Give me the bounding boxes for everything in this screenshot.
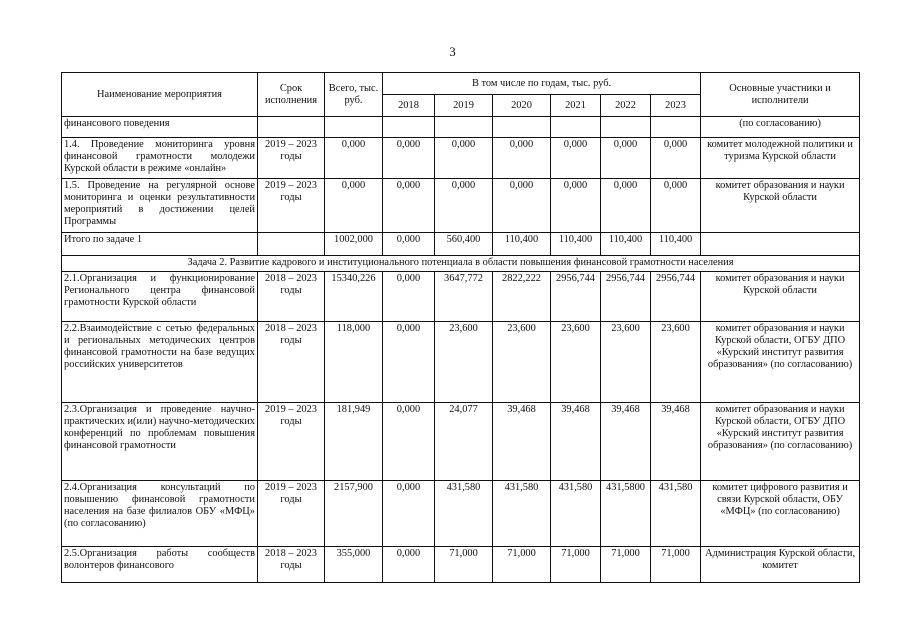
year-amount: 23,600 (651, 322, 701, 403)
total-amount: 0,000 (325, 179, 383, 233)
year-amount: 39,468 (551, 403, 601, 481)
table-row (62, 272, 860, 322)
year-amount: 0,000 (383, 403, 435, 481)
table-row (62, 138, 860, 179)
year-amount: 39,468 (651, 403, 701, 481)
year-amount: 2956,744 (551, 272, 601, 322)
year-amount: 0,000 (493, 179, 551, 233)
year-amount: 110,400 (551, 233, 601, 256)
header-year: 2019 (435, 95, 493, 117)
total-amount: 0,000 (325, 138, 383, 179)
year-amount: 24,077 (435, 403, 493, 481)
year-amount: 71,000 (551, 547, 601, 583)
year-amount: 431,5800 (601, 481, 651, 547)
term: 2018 – 2023 годы (258, 322, 325, 403)
table-row (62, 117, 860, 138)
total-label: Итого по задаче 1 (62, 233, 258, 256)
total-amount: 355,000 (325, 547, 383, 583)
year-amount: 0,000 (435, 138, 493, 179)
year-amount: 0,000 (383, 233, 435, 256)
year-amount: 2956,744 (651, 272, 701, 322)
activity-name: финансового поведения (62, 117, 258, 138)
year-amount: 110,400 (651, 233, 701, 256)
task-title: Задача 2. Развитие кадрового и институционального потенциала в области повышения финансовой грамотности населения (62, 256, 860, 272)
header-year: 2023 (651, 95, 701, 117)
year-amount: 0,000 (493, 138, 551, 179)
year-amount: 0,000 (651, 179, 701, 233)
total-amount: 181,949 (325, 403, 383, 481)
header-participants: Основные участники и исполнители (701, 73, 860, 117)
activity-name: 2.2.Взаимодействие с сетью федеральных и региональных методических центров финансовой грамотности на базе ведущих российских университетов (62, 322, 258, 403)
year-amount: 0,000 (383, 547, 435, 583)
program-activities-table (61, 72, 860, 583)
term: 2019 – 2023 годы (258, 481, 325, 547)
term: 2019 – 2023 годы (258, 179, 325, 233)
total-amount: 2157,900 (325, 481, 383, 547)
year-amount: 0,000 (551, 179, 601, 233)
term: 2018 – 2023 годы (258, 272, 325, 322)
participants: комитет цифрового развития и связи Курской области, ОБУ «МФЦ» (по согласованию) (701, 481, 860, 547)
year-amount: 0,000 (435, 179, 493, 233)
year-amount: 23,600 (435, 322, 493, 403)
term: 2019 – 2023 годы (258, 138, 325, 179)
header-year: 2022 (601, 95, 651, 117)
year-amount: 23,600 (601, 322, 651, 403)
year-amount: 431,580 (493, 481, 551, 547)
year-amount: 110,400 (493, 233, 551, 256)
year-amount: 39,468 (493, 403, 551, 481)
header-term: Срок исполнения (258, 73, 325, 117)
year-amount: 23,600 (493, 322, 551, 403)
year-amount: 0,000 (383, 138, 435, 179)
year-amount: 2822,222 (493, 272, 551, 322)
table-row (62, 403, 860, 481)
activity-name: 1.5. Проведение на регулярной основе мониторинга и оценки результативности мероприятий в достижении целей Программы (62, 179, 258, 233)
activity-name: 1.4. Проведение мониторинга уровня финансовой грамотности молодежи Курской области в режиме «онлайн» (62, 138, 258, 179)
table-row (62, 322, 860, 403)
header-year: 2020 (493, 95, 551, 117)
year-amount: 0,000 (651, 138, 701, 179)
participants: Администрация Курской области, комитет (701, 547, 860, 583)
year-amount: 0,000 (383, 481, 435, 547)
year-amount: 431,580 (551, 481, 601, 547)
year-amount: 39,468 (601, 403, 651, 481)
participants: (по согласованию) (701, 117, 860, 138)
header-total: Всего, тыс. руб. (325, 73, 383, 117)
term: 2019 – 2023 годы (258, 403, 325, 481)
year-amount: 0,000 (601, 138, 651, 179)
participants: комитет образования и науки Курской области (701, 272, 860, 322)
table-row (62, 547, 860, 583)
activity-name: 2.1.Организация и функционирование Регионального центра финансовой грамотности Курской области (62, 272, 258, 322)
participants: комитет образования и науки Курской области, ОГБУ ДПО «Курский институт развития образования» (по согласованию) (701, 403, 860, 481)
year-amount: 2956,744 (601, 272, 651, 322)
year-amount: 71,000 (493, 547, 551, 583)
year-amount: 0,000 (383, 322, 435, 403)
year-amount: 71,000 (651, 547, 701, 583)
table-row (62, 481, 860, 547)
year-amount: 431,580 (651, 481, 701, 547)
total-amount: 118,000 (325, 322, 383, 403)
year-amount: 71,000 (601, 547, 651, 583)
year-amount: 3647,772 (435, 272, 493, 322)
year-amount: 71,000 (435, 547, 493, 583)
header-year: 2018 (383, 95, 435, 117)
activity-name: 2.4.Организация консультаций по повышению финансовой грамотности населения на базе филиалов ОБУ «МФЦ» (по согласованию) (62, 481, 258, 547)
total-amount: 15340,226 (325, 272, 383, 322)
page-number: 3 (449, 44, 456, 59)
header-by-years: В том числе по годам, тыс. руб. (383, 73, 701, 95)
year-amount: 0,000 (601, 179, 651, 233)
total-amount: 1002,000 (325, 233, 383, 256)
task-title-row (62, 256, 860, 272)
year-amount: 0,000 (551, 138, 601, 179)
year-amount: 110,400 (601, 233, 651, 256)
year-amount: 0,000 (383, 272, 435, 322)
activity-name: 2.3.Организация и проведение научно-практических и(или) научно-методических конференций по проблемам повышения финансовой грамотности (62, 403, 258, 481)
header-name: Наименование мероприятия (62, 73, 258, 117)
participants: комитет образования и науки Курской области, ОГБУ ДПО «Курский институт развития образования» (по согласованию) (701, 322, 860, 403)
term: 2018 – 2023 годы (258, 547, 325, 583)
year-amount: 0,000 (383, 179, 435, 233)
participants: комитет молодежной политики и туризма Курской области (701, 138, 860, 179)
activity-name: 2.5.Организация работы сообществ волонтеров финансового (62, 547, 258, 583)
year-amount: 431,580 (435, 481, 493, 547)
total-row (62, 233, 860, 256)
header-year: 2021 (551, 95, 601, 117)
year-amount: 23,600 (551, 322, 601, 403)
participants: комитет образования и науки Курской области (701, 179, 860, 233)
year-amount: 560,400 (435, 233, 493, 256)
table-header-row (62, 73, 860, 95)
table-row (62, 179, 860, 233)
